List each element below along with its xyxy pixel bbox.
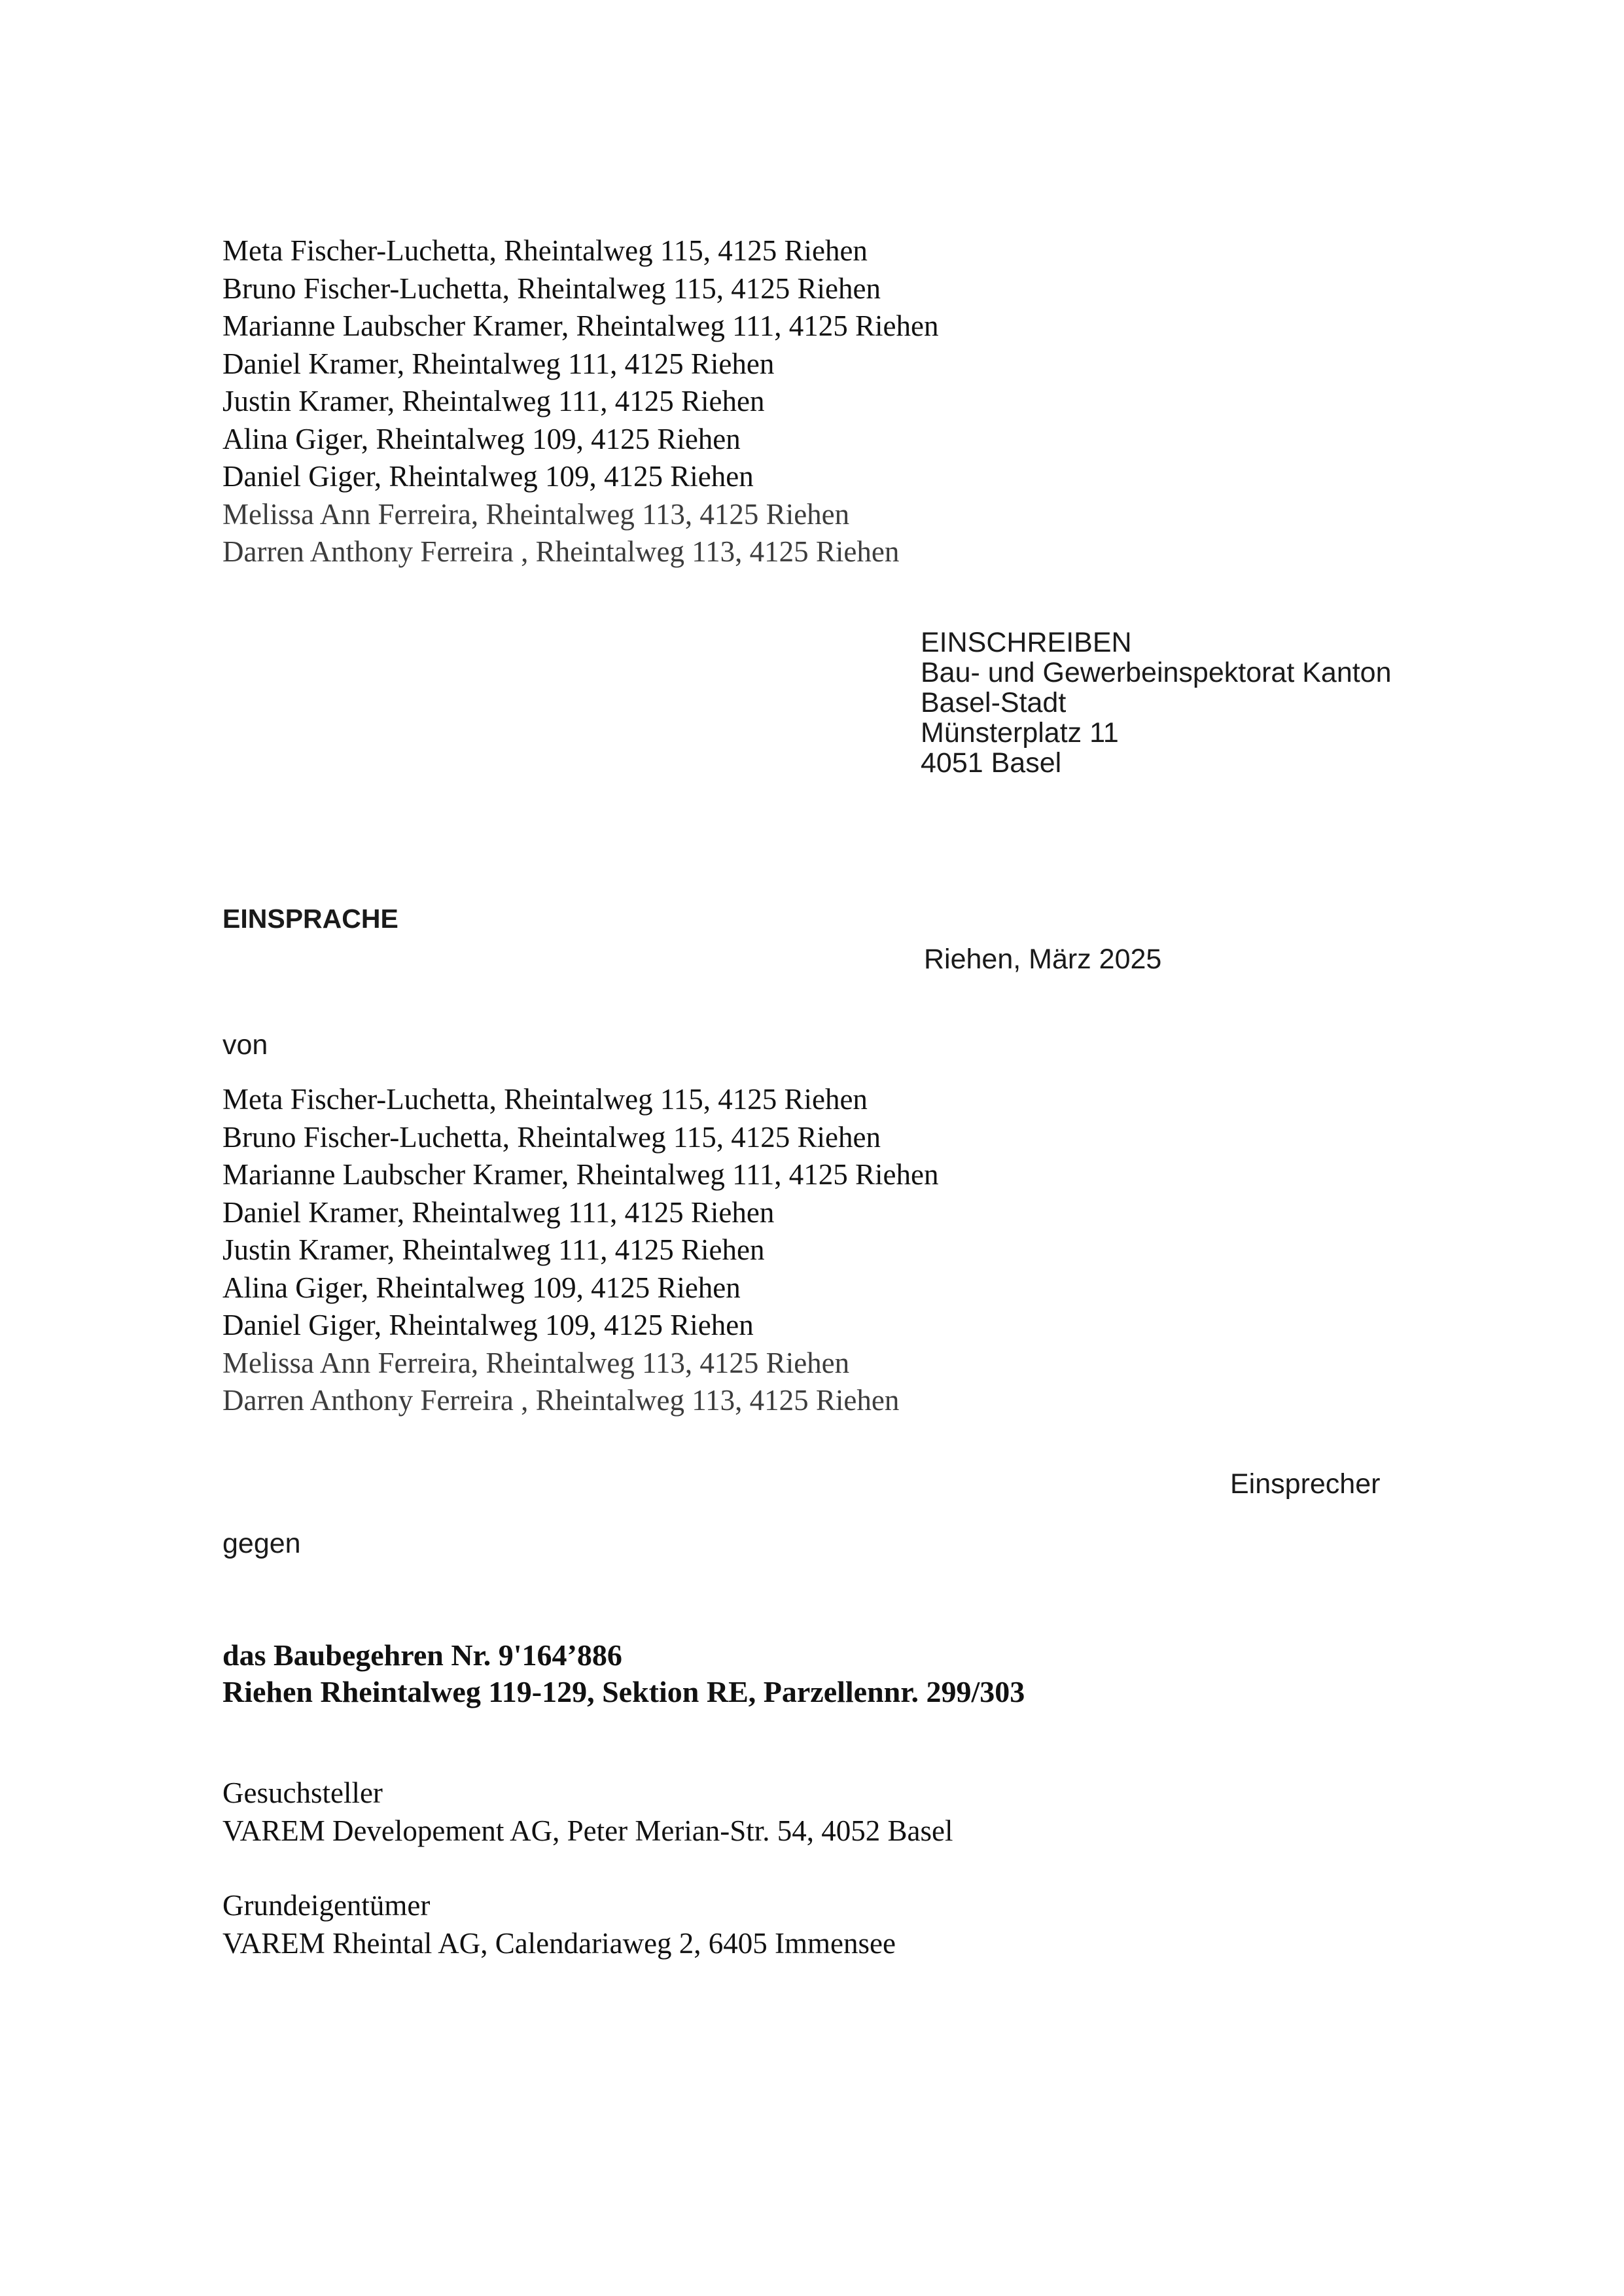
objector-list xyxy=(222,1081,939,1420)
sender-line: Marianne Laubscher Kramer, Rheintalweg 111, 4125 Riehen xyxy=(222,309,939,342)
objector-line: Alina Giger, Rheintalweg 109, 4125 Riehen xyxy=(222,1271,741,1304)
sender-list xyxy=(222,232,939,571)
recipient-line: Münsterplatz 11 xyxy=(921,717,1119,749)
subject-line: Riehen Rheintalweg 119-129, Sektion RE, Parzellennr. 299/303 xyxy=(222,1675,1025,1708)
objector-line: Daniel Kramer, Rheintalweg 111, 4125 Riehen xyxy=(222,1195,775,1229)
gegen-label: gegen xyxy=(222,1528,301,1559)
sender-line: Daniel Giger, Rheintalweg 109, 4125 Riehen xyxy=(222,460,754,493)
recipient-line: 4051 Basel xyxy=(921,747,1062,779)
owner-label: Grundeigentümer xyxy=(222,1889,431,1922)
sender-line: Bruno Fischer-Luchetta, Rheintalweg 115, 4125 Riehen xyxy=(222,272,881,305)
sender-line: Daniel Kramer, Rheintalweg 111, 4125 Riehen xyxy=(222,347,775,380)
sender-line: Justin Kramer, Rheintalweg 111, 4125 Riehen xyxy=(222,385,765,417)
recipient-line: Basel-Stadt xyxy=(921,687,1067,718)
owner-value: VAREM Rheintal AG, Calendariaweg 2, 6405 Immensee xyxy=(222,1926,896,1960)
sender-line: Melissa Ann Ferreira, Rheintalweg 113, 4125 Riehen xyxy=(222,497,850,531)
role-label: Einsprecher xyxy=(1230,1468,1381,1500)
objector-line: Meta Fischer-Luchetta, Rheintalweg 115, 4125 Riehen xyxy=(222,1083,868,1116)
objector-line: Melissa Ann Ferreira, Rheintalweg 113, 4125 Riehen xyxy=(222,1346,850,1379)
objector-line: Marianne Laubscher Kramer, Rheintalweg 111, 4125 Riehen xyxy=(222,1158,939,1191)
applicant-value: VAREM Developement AG, Peter Merian-Str. 54, 4052 Basel xyxy=(222,1814,953,1847)
sender-line: Darren Anthony Ferreira , Rheintalweg 113, 4125 Riehen xyxy=(222,535,900,568)
recipient-line: EINSCHREIBEN xyxy=(921,627,1132,658)
objector-line: Bruno Fischer-Luchetta, Rheintalweg 115, 4125 Riehen xyxy=(222,1120,881,1154)
sender-line: Meta Fischer-Luchetta, Rheintalweg 115, 4125 Riehen xyxy=(222,234,868,267)
recipient-line: Bau- und Gewerbeinspektorat Kanton xyxy=(921,657,1392,688)
objector-line: Daniel Giger, Rheintalweg 109, 4125 Riehen xyxy=(222,1309,754,1341)
von-label: von xyxy=(222,1029,268,1061)
recipient-address xyxy=(921,627,1392,778)
sender-line: Alina Giger, Rheintalweg 109, 4125 Riehen xyxy=(222,422,741,455)
objector-line: Justin Kramer, Rheintalweg 111, 4125 Riehen xyxy=(222,1233,765,1266)
subject-heading xyxy=(222,1637,1025,1710)
place-date: Riehen, März 2025 xyxy=(924,944,1162,975)
applicant-label: Gesuchsteller xyxy=(222,1776,383,1809)
objector-line: Darren Anthony Ferreira , Rheintalweg 113, 4125 Riehen xyxy=(222,1384,900,1417)
document-title: EINSPRACHE xyxy=(222,904,398,934)
applicant-block xyxy=(222,1775,953,1850)
subject-line: das Baubegehren Nr. 9'164’886 xyxy=(222,1638,622,1672)
owner-block xyxy=(222,1887,896,1962)
